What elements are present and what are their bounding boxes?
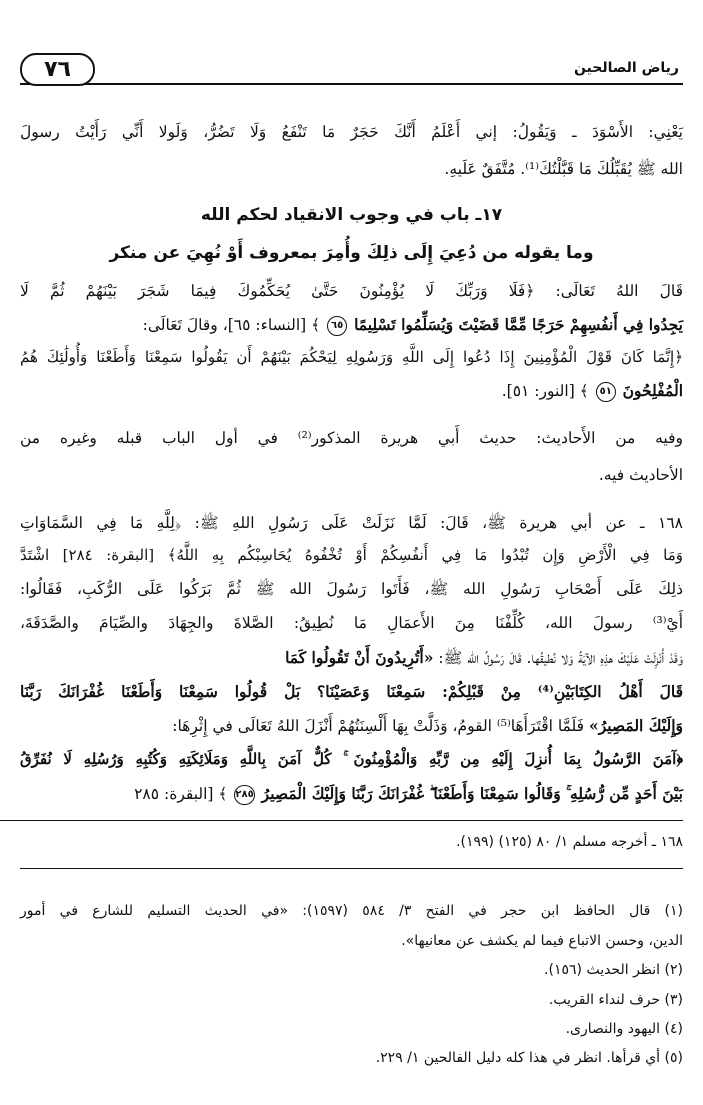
takhrij-note: ١٦٨ ـ أخرجه مسلم ١/ ٨٠ (١٢٥) (١٩٩).	[456, 834, 683, 850]
verse-number-marker: ٦٥	[327, 316, 347, 336]
prophet-speech: وَإِلَيْكَ المَصِيرُ»	[589, 716, 683, 735]
verse-number-marker: ٢٨٥	[234, 785, 254, 805]
page-header	[20, 48, 683, 93]
footnote-divider	[20, 868, 683, 869]
hadith-text: وَقَدْ أُنْزِلَتْ عَلَيْكَ هذِهِ الآيَةُ وَلا نُطيقُها. قَالَ رَسُولُ الله ﷺ:	[438, 649, 683, 667]
chapter-subtitle: وما يقوله من دُعِيَ إِلَى ذلِكَ وأُمِرَ بمعروف أَوْ نُهِيَ عن منكر	[109, 243, 594, 263]
verse-reference: ﴾ [النور: ٥١].	[501, 382, 589, 400]
hadith-line-5	[20, 648, 683, 671]
intro-line-1: يَعْنِي: الأَسْوَدَ ـ وَيَقُولُ: إني أَعْلَمُ أَنَّكَ حَجَرٌ مَا تَنْفَعُ وَلَا تَضُرُّ، وَلَولا أَنِّي رَأَيْتُ رسولَ	[20, 123, 683, 141]
chapter-title: ١٧ـ باب في وجوب الانقياد لحكم الله	[200, 205, 503, 225]
running-title: رياض الصالحين	[573, 60, 679, 76]
hadith-intro-line-2: الأحاديث فيه.	[598, 466, 683, 484]
verse-line-1: قَالَ اللهُ تَعَالَى: ﴿فَلَا وَرَبِّكَ لَا يُؤْمِنُونَ حَتَّىٰ يُحَكِّمُوكَ فِيمَا شَجَرَ بَيْنَهُمْ ثُمَّ لَا	[20, 282, 683, 300]
footnote-2: (٢) انظر الحديث (١٥٦).	[544, 962, 683, 978]
hadith-line-1: ١٦٨ ـ عن أبي هريرة ﷺ، قَالَ: لَمَّا نَزَلَتْ عَلَى رَسُولِ اللهِ ﷺ: ﴿لِلَّهِ مَا فِي السَّمَاوَاتِ	[20, 514, 683, 532]
hadith-line-4: أَيْ⁽³⁾ رسولَ الله، كُلِّفْنَا مِنَ الأَعمَالِ مَا نُطِيقُ: الصَّلاةَ والجِهَادَ والصِّيَامَ والصَّدَقَةَ،	[20, 614, 683, 632]
verse-line-2	[20, 315, 683, 336]
verse-text: يَجِدُوا فِي أَنفُسِهِمْ حَرَجًا مِّمَّا قَضَيْتَ وَيُسَلِّمُوا تَسْلِيمًا	[354, 315, 683, 334]
footnote-5: (٥) أي قرأها. انظر في هذا كله دليل الفالحين ١/ ٢٢٩.	[375, 1050, 683, 1066]
verse-number-marker: ٥١	[596, 382, 616, 402]
verse-reference: ﴾ [النساء: ٦٥]، وقالَ تَعَالَى:	[142, 316, 321, 334]
verse-text: بَيْنَ أَحَدٍ مِّن رُّسُلِهِ ۚ وَقَالُوا سَمِعْنَا وَأَطَعْنَا ۖ غُفْرَانَكَ رَبَّنَا وَإِلَيْكَ الْمَصِيرُ	[261, 784, 683, 803]
verse-reference: ﴾ [البقرة: ٢٨٥	[134, 785, 228, 803]
intro-line-2: الله ﷺ يُقَبِّلُكَ مَا قَبَّلْتُكَ⁽¹⁾. مُتَّفَقٌ عَلَيهِ.	[444, 160, 683, 178]
verse-text: الْمُفْلِحُونَ	[622, 381, 683, 400]
verse-line-4	[20, 381, 683, 402]
prophet-speech: «أَتُرِيدُونَ أَنْ تَقُولُوا كَمَا	[285, 648, 434, 667]
hadith-line-3: ذلِكَ عَلَى أَصْحَابِ رَسُولِ الله ﷺ، فَأَتَوا رَسُولَ الله ﷺ ثُمَّ بَرَكُوا عَلَى الرُّكَبِ، فَقَالُوا:	[20, 580, 683, 598]
footnote-3: (٣) حرف لنداء القريب.	[548, 992, 683, 1008]
hadith-line-8: ﴿آمَنَ الرَّسُولُ بِمَا أُنزِلَ إِلَيْهِ مِن رَّبِّهِ وَالْمُؤْمِنُونَ ۚ كُلٌّ آمَنَ بِاللَّهِ وَمَلَائِكَتِهِ وَكُتُبِهِ وَرُسُلِهِ لَا نُفَرِّقُ	[20, 750, 683, 768]
hadith-line-2: وَمَا فِي الْأَرْضِ وَإِن تُبْدُوا مَا فِي أَنفُسِكُمْ أَوْ تُخْفُوهُ يُحَاسِبْكُم بِهِ اللَّهُ﴾ [البقرة: ٢٨٤] اشْتَدَّ	[20, 546, 683, 564]
page-number: ٧٦	[20, 53, 95, 86]
footnote-1: (١) قال الحافظ ابن حجر في الفتح ٣/ ٥٨٤ (١٥٩٧): «في الحديث التسليم للشارع في أمور	[20, 903, 684, 919]
hadith-line-7	[20, 716, 683, 735]
divider	[0, 820, 683, 821]
hadith-text: فَلَمَّا اقْتَرَأَهَا⁽⁵⁾ القومُ، وَذَلَّتْ بِهَا أَلْسِنَتُهُمْ أَنْزَلَ اللهُ تَعَالَى في إِثْرِهَا:	[172, 717, 585, 735]
hadith-intro-line-1: وفيه من الأَحاديث: حديث أَبي هريرة المذكور⁽²⁾ في أول الباب قبله وغيره من	[20, 429, 683, 447]
hadith-line-6: قَالَ أَهْلُ الكِتَابَيْنِ⁽⁴⁾ مِنْ قَبْلِكُمْ: سَمِعْنَا وَعَصَيْنَا؟ بَلْ قُولُوا سَمِعْنَا وَأَطَعْنَا غُفْرَانَكَ رَبَّنَا	[20, 682, 683, 701]
footnote-4: (٤) اليهود والنصارى.	[565, 1021, 683, 1037]
header-rule	[20, 83, 683, 85]
verse-line-3: ﴿إِنَّمَا كَانَ قَوْلَ الْمُؤْمِنِينَ إِذَا دُعُوا إِلَى اللَّهِ وَرَسُولِهِ لِيَحْكُمَ بَيْنَهُمْ أَن يَقُولُوا سَمِعْنَا وَأَطَعْنَا وَأُولَٰئِكَ هُمُ	[20, 348, 683, 366]
hadith-line-9	[20, 784, 683, 805]
footnote-1-continued: الدين، وحسن الاتباع فيما لم يكشف عن معانيها».	[401, 933, 683, 949]
